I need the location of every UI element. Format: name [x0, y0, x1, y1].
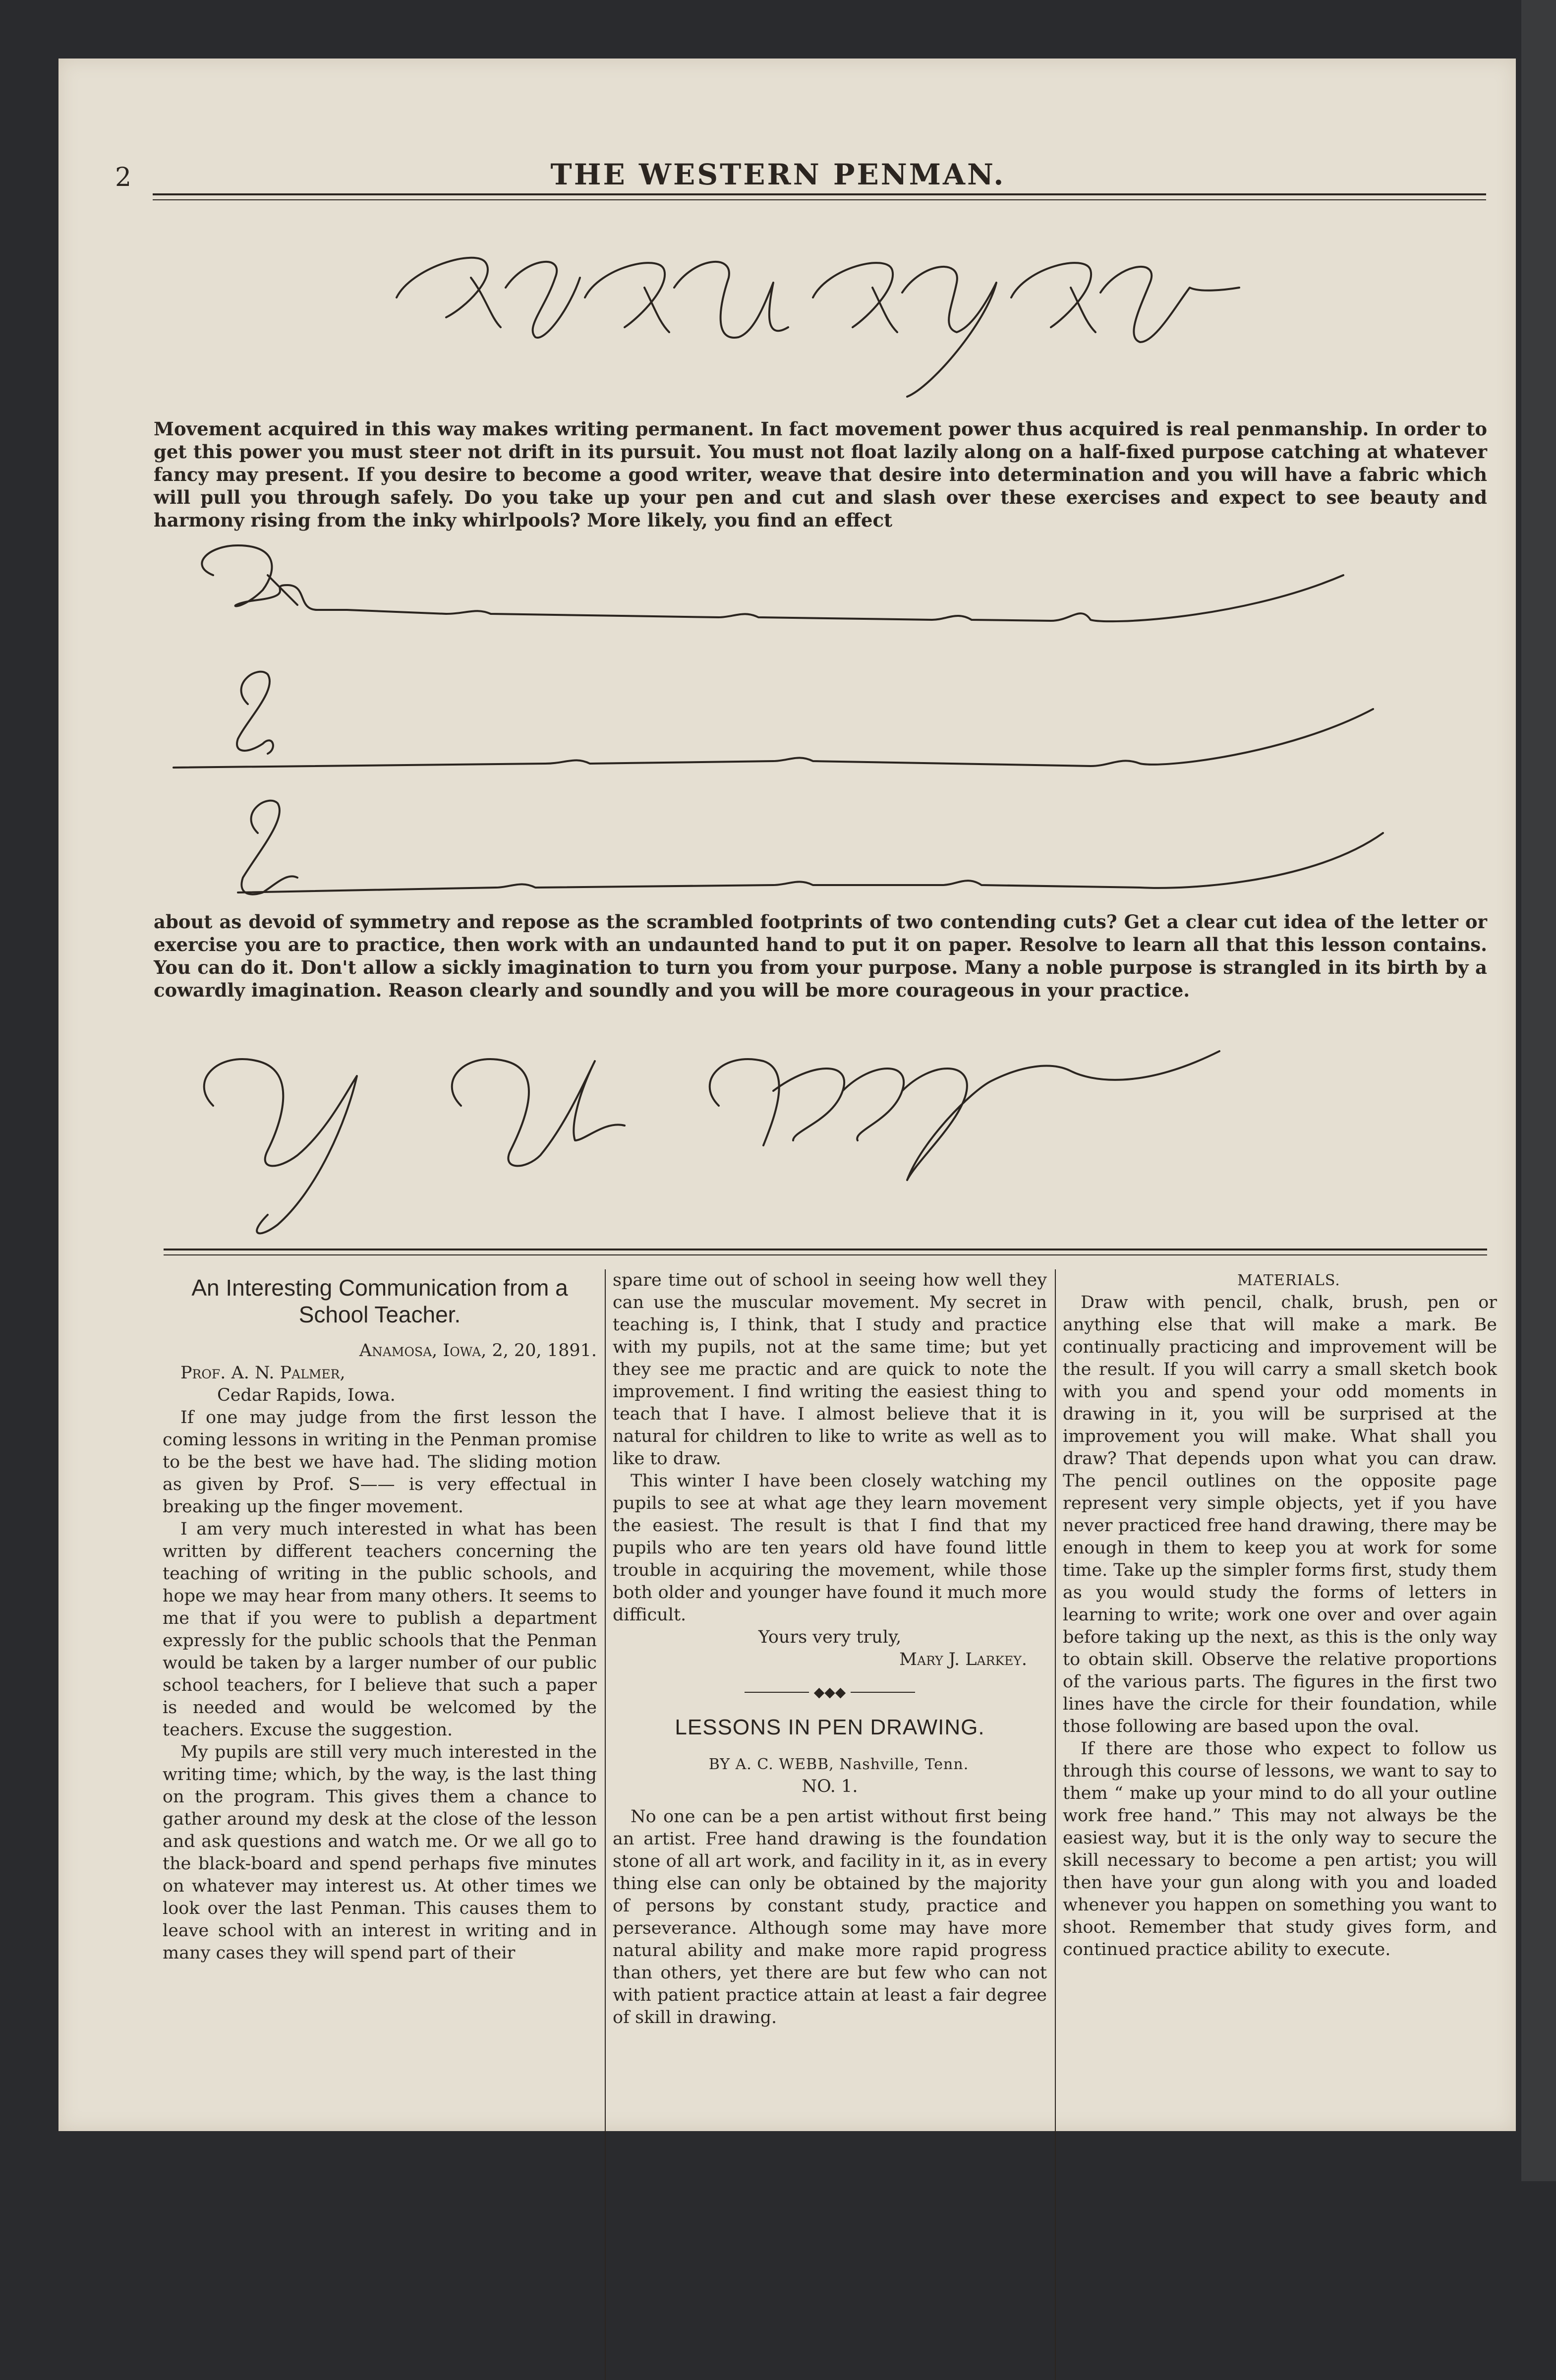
- article-2-materials-heading: MATERIALS.: [1237, 1272, 1340, 1289]
- article-1-salutation-name: Prof. A. N. Palmer,: [180, 1363, 346, 1383]
- article-2-paragraph-2: Draw with pencil, chalk, brush, pen or anything else that will make a mark. Be continually practicing and improvement will be the result. If you will carry a small sketch book with you and spend your odd moments in drawing in it, you will be surprised at the improvement you will make. What shall you draw? That depends upon what you can draw. The pencil outlines on the opposite page represent very simple objects, yet if you have never practiced free hand drawing, there may be enough in them to keep you at work for some time. Take up the simpler forms first, study them as you would study the forms of letters in learning to write; work one over and over again before taking up the next, as this is the only way to obtain skill. Observe the relative proportions of the various parts. The figures in the first two lines have the circle for their foundation, while those following are based upon the oval.: [1063, 1293, 1497, 1736]
- column-2: [613, 1269, 1047, 2029]
- column-divider-1: [605, 1269, 606, 2380]
- column-1: [163, 1269, 597, 1964]
- lesson-paragraph-2: about as devoid of symmetry and repose as the scrambled footprints of two contending cuts? Get a clear cut idea of the letter or exercise you are to practice, then work with an undaunted hand to put it on paper. Resolve to learn all that this lesson contains. You can do it. Don't allow a sickly imagination to turn you from your purpose. Many a noble purpose is strangled in its birth by a cowardly imagination. Reason clearly and soundly and you will be more courageous in your practice.: [154, 911, 1487, 1001]
- article-1-paragraph-3: My pupils are still very much interested in the writing time; which, by the way, is the last thing on the program. This gives them a chance to gather around my desk at the close of the lesson and ask questions and watch me. Or we all go to the black-board and spend perhaps five minutes on whatever may interest us. At other times we look over the last Penman. This causes them to leave school with an interest in writing and in many cases they will spend part of their: [163, 1742, 597, 1963]
- article-1-signature: Mary J. Larkey.: [899, 1650, 1027, 1669]
- article-2-byline: BY A. C. WEBB, Nashville, Tenn.: [708, 1756, 969, 1773]
- article-1-paragraph-4: spare time out of school in seeing how well they can use the muscular movement. My secret in teaching is, I think, that I study and practice with my pupils, not at the same time; but yet they see me practic and are quick to note the improvement. I find writing the easiest thing to teach that I have. I almost believe that it is natural for children to like to write as well as to like to draw.: [613, 1270, 1047, 1469]
- article-1-salutation-city: Cedar Rapids, Iowa.: [217, 1385, 396, 1405]
- article-1-title: An Interesting Communication from a School Teacher.: [191, 1275, 568, 1327]
- article-2-paragraph-1: No one can be a pen artist without first being an artist. Free hand drawing is the foundation stone of all art work, and facility in it, as in every thing else can only be obtained by the majority of persons by constant study, practice and perseverance. Although some may have more natural ability and make more rapid progress than others, yet there are but few who can not with patient practice attain at least a fair degree of skill in drawing.: [613, 1807, 1047, 2027]
- masthead-title: THE WESTERN PENMAN.: [550, 158, 1006, 191]
- article-1-paragraph-5: This winter I have been closely watching my pupils to see at what age they learn movement the easiest. The result is that I find that my pupils who are ten years old have found little trouble in acquiring the movement, while those both older and younger have found it much more difficult.: [613, 1471, 1047, 1625]
- article-1-paragraph-2: I am very much interested in what has been written by different teachers concerning the teaching of writing in the public schools, and hope we may hear from many others. It seems to me that if you were to publish a department expressly for the public schools that the Penman would be taken by a larger number of our public school teachers, for I believe that such a paper is needed and would be welcomed by the teachers. Excuse the suggestion.: [163, 1519, 597, 1740]
- article-1-paragraph-1: If one may judge from the first lesson the coming lessons in writing in the Penman promise to be the best we have had. The sliding motion as given by Prof. S—— is very effectual in breaking up the finger movement.: [163, 1408, 597, 1517]
- section-rule: [164, 1249, 1487, 1250]
- section-rule-thin: [164, 1254, 1487, 1255]
- page-number: 2: [115, 163, 132, 192]
- article-2-paragraph-3: If there are those who expect to follow us through this course of lessons, we want to say to them “ make up your mind to do all your outline work free hand.” This may not always be the easiest way, but it is the only way to secure the skill necessary to become a pen artist; you will then have your gun along with you and loaded whenever you happen on something you want to shoot. Remember that study gives form, and continued practice ability to execute.: [1063, 1739, 1497, 1960]
- article-1-dateline: Anamosa, Iowa, 2, 20, 1891.: [359, 1341, 597, 1361]
- article-2-title: LESSONS IN PEN DRAWING.: [675, 1715, 985, 1739]
- lesson-paragraph-1: Movement acquired in this way makes writing permanent. In fact movement power thus acquired is real penmanship. In order to get this power you must steer not drift in its pursuit. You must not float lazily along on a half-fixed purpose catching at whatever fancy may present. If you desire to become a good writer, weave that desire into determination and you will have a fabric which will pull you through safely. Do you take up your pen and cut and slash over these exercises and expect to see beauty and harmony rising from the inky whirlpools? More likely, you find an effect: [154, 418, 1487, 531]
- article-1-closing: Yours very truly,: [758, 1627, 902, 1647]
- article-2-number: NO. 1.: [802, 1777, 858, 1796]
- column-divider-2: [1055, 1269, 1056, 2380]
- ornamental-divider: ◆◆◆: [613, 1681, 1047, 1703]
- column-3: [1063, 1269, 1497, 1961]
